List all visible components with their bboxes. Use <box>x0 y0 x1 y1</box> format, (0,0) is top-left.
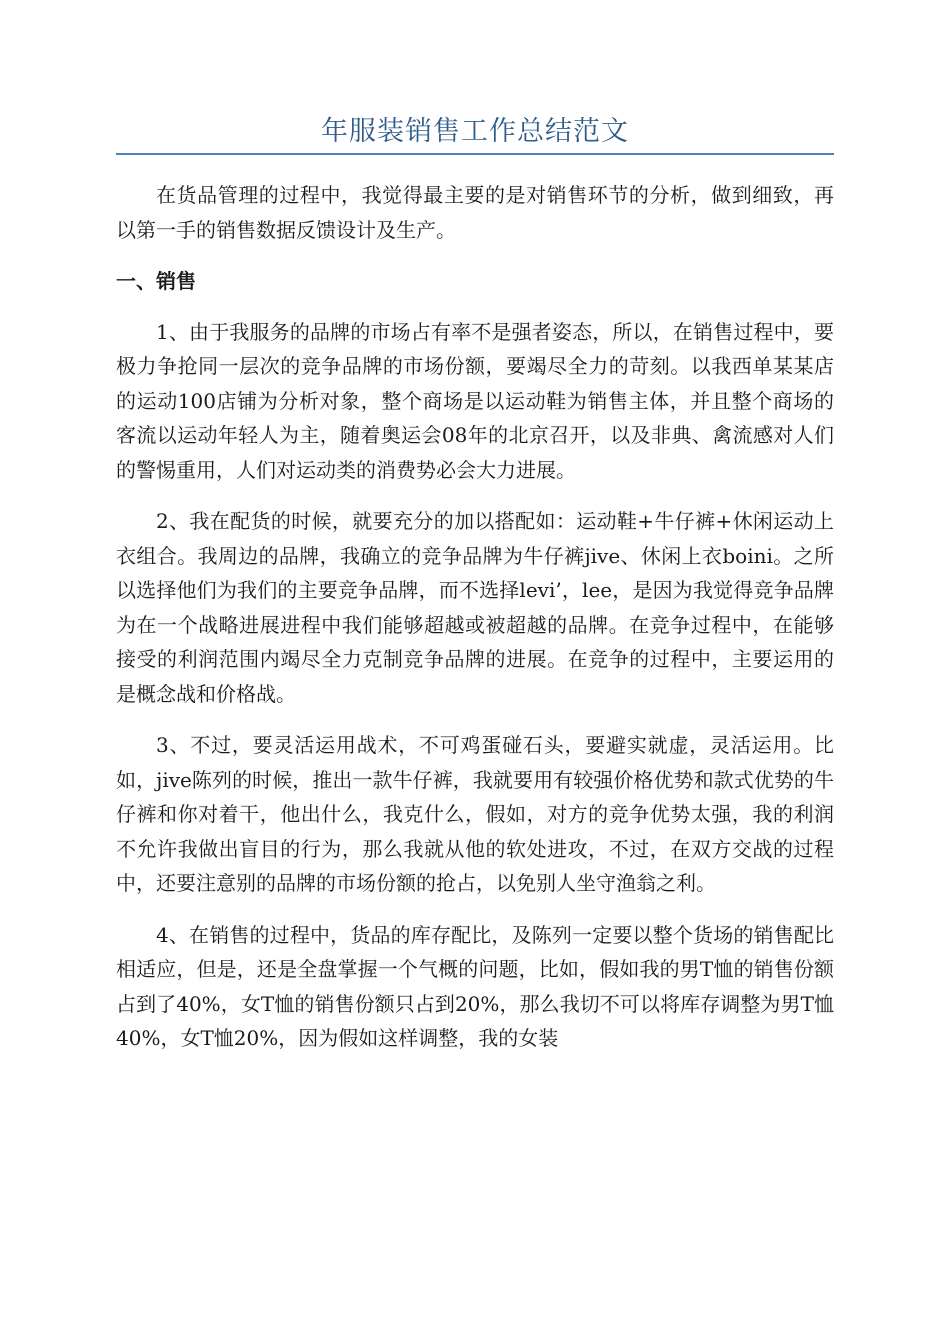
document-title: 年服装销售工作总结范文 <box>321 116 629 147</box>
paragraph-4: 4、在销售的过程中，货品的库存配比，及陈列一定要以整个货场的销售配比相适应，但是，还是全盘掌握一个气概的问题，比如，假如我的男T恤的销售份额占到了40%，女T恤的销售份额只占到20%，那么我切不可以将库存调整为男T恤40%，女T恤20%，因为假如这样调整，我的女装 <box>116 922 834 1050</box>
document-body <box>116 178 834 1073</box>
paragraph-2: 2、我在配货的时候，就要充分的加以搭配如：运动鞋+牛仔裤+休闲运动上衣组合。我周边的品牌，我确立的竞争品牌为牛仔裤jive、休闲上衣boini。之所以选择他们为我们的主要竞争品牌，而不选择levi’，lee，是因为我觉得竞争品牌为在一个战略进展进程中我们能够超越或被超越的品牌。在竞争过程中，在能够接受的利润范围内竭尽全力克制竞争品牌的进展。在竞争的过程中，主要运用的是概念战和价格战。 <box>116 509 834 706</box>
intro-paragraph: 在货品管理的过程中，我觉得最主要的是对销售环节的分析，做到细致，再以第一手的销售数据反馈设计及生产。 <box>116 183 834 242</box>
title-underline <box>116 153 834 155</box>
paragraph-1: 1、由于我服务的品牌的市场占有率不是强者姿态，所以，在销售过程中，要极力争抢同一层次的竞争品牌的市场份额，要竭尽全力的苛刻。以我西单某某店的运动100店铺为分析对象，整个商场是以运动鞋为销售主体，并且整个商场的客流以运动年轻人为主，随着奥运会08年的北京召开，以及非典、禽流感对人们的警惕重用，人们对运动类的消费势必会大力进展。 <box>116 319 834 482</box>
paragraph-3: 3、不过，要灵活运用战术，不可鸡蛋碰石头，要避实就虚，灵活运用。比如，jive陈列的时候，推出一款牛仔裤，我就要用有较强价格优势和款式优势的牛仔裤和你对着干，他出什么，我克什么，假如，对方的竞争优势太强，我的利润不允许我做出盲目的行为，那么我就从他的软处进攻，不过，在双方交战的过程中，还要注意别的品牌的市场份额的抢占，以免别人坐守渔翁之利。 <box>116 733 834 895</box>
section-heading-sales: 一、销售 <box>116 269 196 293</box>
